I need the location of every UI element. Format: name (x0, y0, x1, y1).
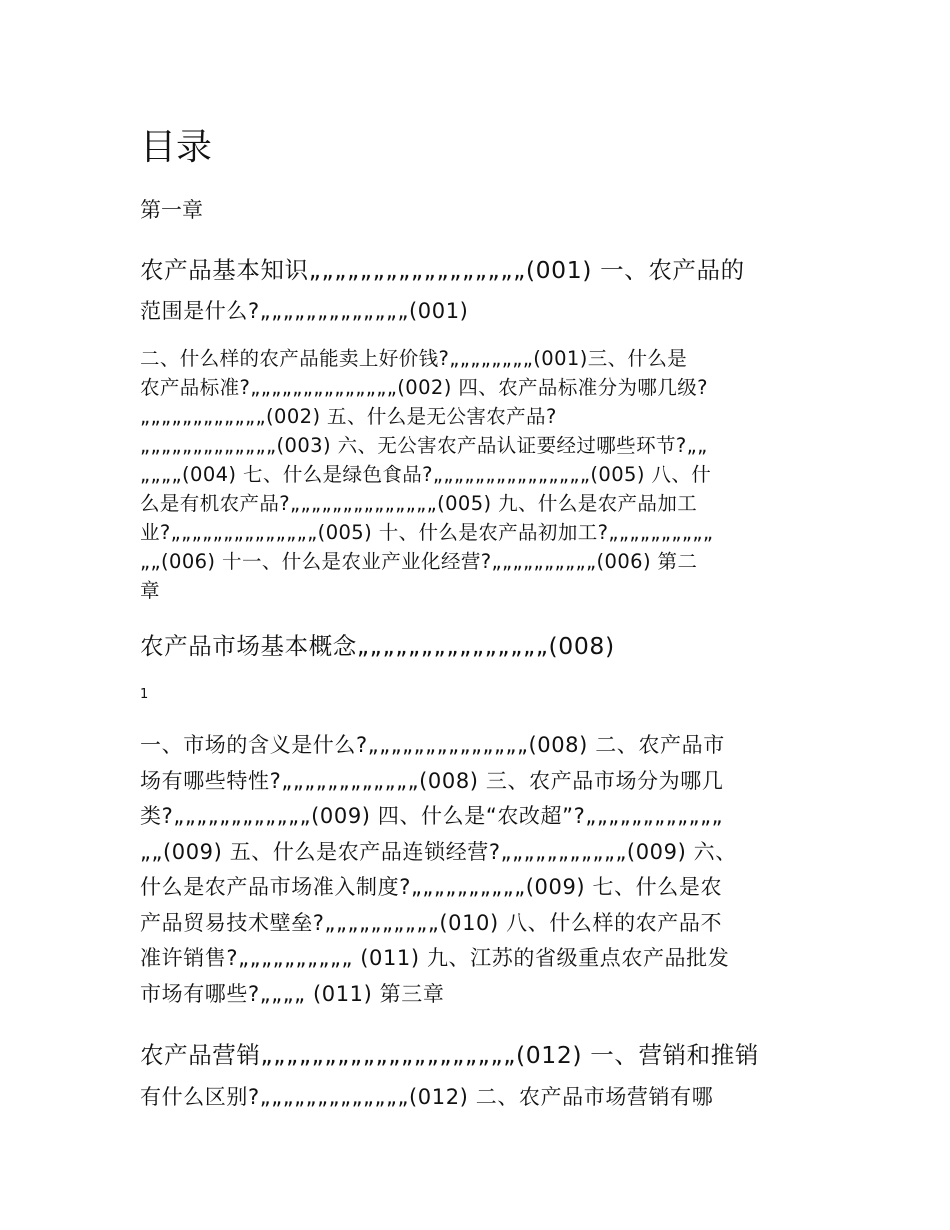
toc-line: 章 (140, 579, 160, 602)
toc-line: 有什么区别?„„„„„„„„„„„„„(012) 二、农产品市场营销有哪 (140, 1085, 714, 1109)
chapter-1-items (140, 344, 810, 605)
toc-line: „„(006) 十一、什么是农业产业化经营?„„„„„„„„„„(006) 第二 (140, 550, 698, 573)
chapter-2-items (140, 728, 810, 1012)
toc-line: 准许销售?„„„„„„„„„„ (011) 九、江苏的省级重点农产品批发 (140, 946, 730, 970)
toc-line: 农产品市场基本概念„„„„„„„„„„„„„„„(008) (140, 632, 615, 660)
toc-line: 类?„„„„„„„„„„„„(009) 四、什么是“农改超”?„„„„„„„„„„„„ (140, 804, 724, 828)
page-number: 1 (140, 687, 149, 702)
chapter-1-label: 第一章 (140, 198, 203, 222)
toc-line: 产品贸易技术壁垒?„„„„„„„„„„(010) 八、什么样的农产品不 (140, 910, 723, 935)
toc-line: 二、什么样的农产品能卖上好价钱?„„„„„„„„(001)三、什么是 (140, 347, 688, 370)
toc-line: 市场有哪些?„„„„ (011) 第三章 (140, 981, 445, 1006)
toc-line: 农产品标准?„„„„„„„„„„„„„„(002) 四、农产品标准分为哪几级? (140, 376, 708, 399)
chapter-1-heading-cont (140, 294, 810, 328)
toc-line: 农产品营销„„„„„„„„„„„„„„„„„„„„(012) 一、营销和推销 (140, 1041, 759, 1069)
page-title: 目录 (140, 127, 213, 168)
chapter-3-heading (140, 1037, 810, 1073)
toc-line: 范围是什么?„„„„„„„„„„„„„(001) (140, 299, 469, 323)
toc-line: „„„„„„„„„„„„(002) 五、什么是无公害农产品? (140, 405, 557, 428)
toc-line: „„(009) 五、什么是农产品连锁经营?„„„„„„„„„„„(009) 六、 (140, 839, 737, 864)
chapter-3-items (140, 1080, 810, 1114)
toc-line: 业?„„„„„„„„„„„„„„(005) 十、什么是农产品初加工?„„„„„„„„„„ (140, 521, 714, 544)
toc-line: 一、市场的含义是什么?„„„„„„„„„„„„„„(008) 二、农产品市 (140, 733, 725, 757)
toc-line: 么是有机农产品?„„„„„„„„„„„„„„(005) 九、什么是农产品加工 (140, 492, 698, 515)
chapter-2-heading (140, 628, 810, 664)
toc-line: 农产品基本知识„„„„„„„„„„„„„„„„„(001) 一、农产品的 (140, 256, 745, 284)
toc-line: „„„„(004) 七、什么是绿色食品?„„„„„„„„„„„„„„„(005) 八、什 (140, 463, 712, 486)
toc-line: „„„„„„„„„„„„„(003) 六、无公害农产品认证要经过哪些环节?„„ (140, 434, 708, 457)
chapter-1-heading (140, 252, 810, 288)
toc-line: 场有哪些特性?„„„„„„„„„„„„(008) 三、农产品市场分为哪几 (140, 768, 724, 793)
toc-line: 什么是农产品市场准入制度?„„„„„„„„„„(009) 七、什么是农 (140, 875, 723, 899)
